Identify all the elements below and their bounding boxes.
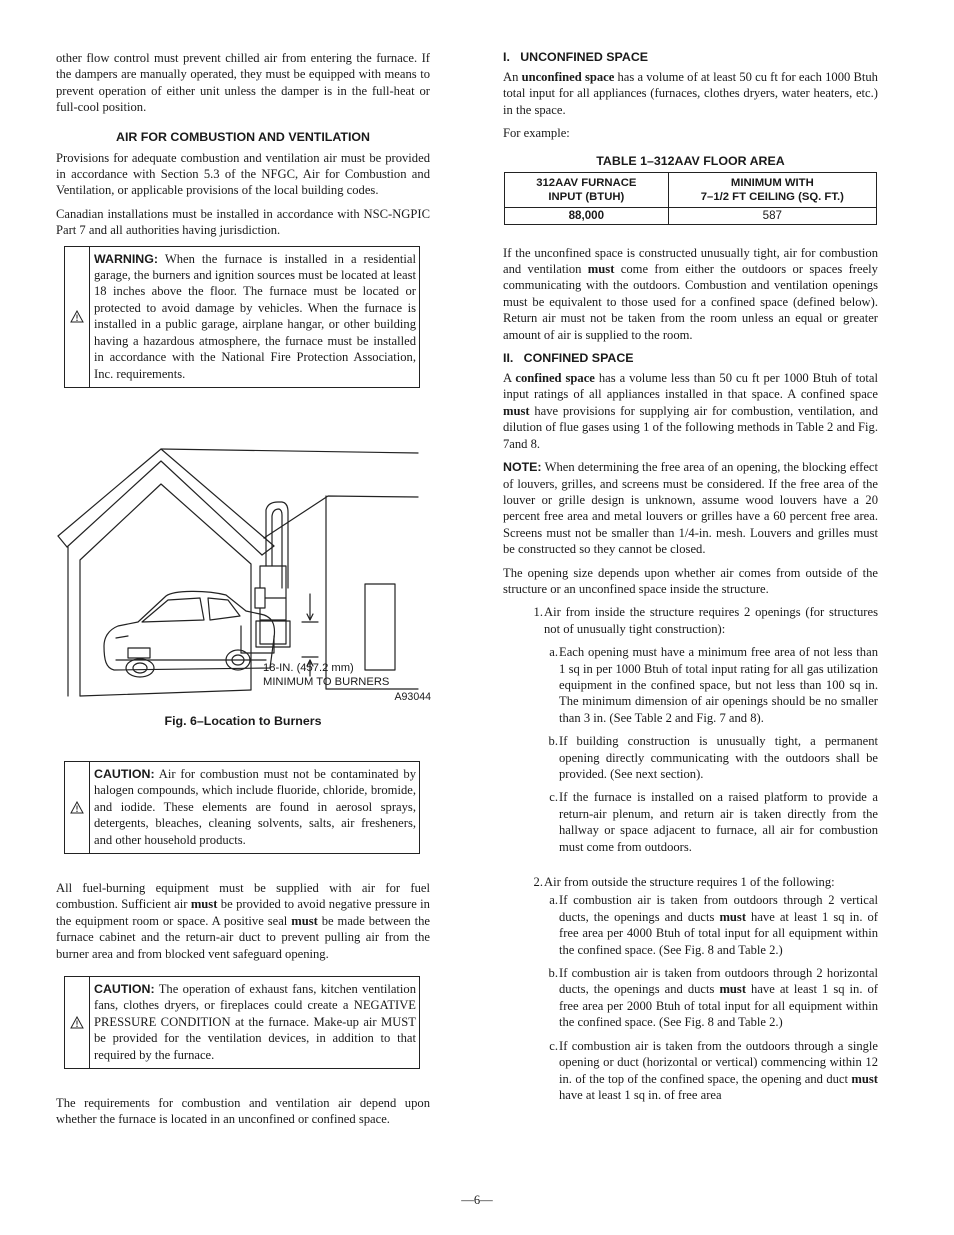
figure-id: A93044 <box>394 690 431 703</box>
list-letter: a. <box>549 645 558 660</box>
list-item-text: Air from inside the structure requires 2 openings (for structures not of unusually tight construction): <box>544 605 878 636</box>
list-item-2c <box>541 1038 878 1111</box>
caution-text: Air for combustion must not be contaminated by halogen compounds, which include fluoride, chloride, bromide, and iodide. These elements are found in aerosol sprays, detergents, bleaches, cleaning solvents, salts, air fresheners, and other household products. <box>94 766 416 847</box>
caution-box-negative-pressure <box>64 976 420 1069</box>
garage-illustration <box>56 398 430 698</box>
confined-paragraph: A confined space has a volume less than 50 cu ft per 1000 Btuh of total input ratings of all appliances installed in that space. A confined space must have provisions for supplying air for combustion, ventilation, and dilution of flue gases using 1 of the following methods in Table 2 and Fig. 7and 8. <box>503 371 878 451</box>
emphasis-must: must <box>587 262 615 277</box>
figure-caption: Fig. 6–Location to Burners <box>164 713 322 728</box>
warning-label: WARNING: <box>94 251 159 266</box>
list-item-2b <box>541 965 878 1038</box>
table-header-minimum: MINIMUM WITH 7–1/2 FT CEILING (SQ. FT.) <box>668 172 876 207</box>
tight-construction-paragraph: If the unconfined space is constructed unusually tight, air for combustion and ventilation must come from either the outdoors or spaces freely communicating with the outdoors. Combustion and ventilation openings must be equivalent to those used for a confined space (defined below). Return air must not be taken from the room unless an equal or greater amount of air is supplied to the room. <box>503 245 878 342</box>
emphasis-must: must <box>719 982 747 997</box>
list-item-text: If the furnace is installed on a raised platform to provide a return-air plenum, and return air is taken directly from the hallway or space adjacent to furnace, all air for combustion must come from outdoors. <box>559 790 878 854</box>
list-item-text: If building construction is unusually tight, a permanent opening directly communicating with the outdoors shall be provided. (See next section). <box>559 734 878 781</box>
list-item-1 <box>521 604 878 644</box>
unconfined-paragraph: An unconfined space has a volume of at least 50 cu ft for each 1000 Btuh total input for all appliances (furnaces, clothes dryers, water heaters, etc.) in the space. <box>503 70 878 117</box>
emphasis-must: must <box>851 1071 878 1086</box>
table-header-row <box>505 172 877 207</box>
term-confined-space: confined space <box>515 371 595 386</box>
warning-text: When the furnace is installed in a residential garage, the burners and ignition sources must be located at least 18 inches above the floor. The furnace must be located or protected to avoid damage by vehicles. When the furnace is installed in a public garage, airplane hangar, or other building having a hazardous atmosphere, the furnace must be installed in accordance with the National Fire Protection Association, Inc. requirements. <box>94 251 417 381</box>
emphasis-must: must <box>719 909 747 924</box>
list-item-2a <box>541 892 878 965</box>
emphasis-must: must <box>503 403 530 418</box>
list-letter: b. <box>548 734 558 749</box>
caution-label: CAUTION: <box>94 981 155 996</box>
fuel-paragraph: All fuel-burning equipment must be supplied with air for fuel combustion. Sufficient air must be provided to avoid negative pressure in the equipment room or space. A positive seal must be made between the furnace cabinet and the return-air duct to prevent pulling air from the burner area and from blocked vent safeguard opening. <box>56 880 430 961</box>
note-label: NOTE: <box>503 460 542 475</box>
warning-triangle-icon <box>65 247 90 387</box>
term-unconfined-space: unconfined space <box>521 70 615 84</box>
table-cell-area: 587 <box>668 207 876 224</box>
list-letter: c. <box>549 790 558 805</box>
list-item-1c <box>541 789 878 862</box>
list-number: 1. <box>533 605 543 620</box>
list-item-1a <box>541 644 878 733</box>
table-row <box>505 207 877 224</box>
list-number: 2. <box>533 875 543 890</box>
list-item-1b <box>541 733 878 789</box>
canadian-paragraph: Canadian installations must be installed in accordance with NSC-NGPIC Part 7 and all authorities having jurisdiction. <box>56 206 430 238</box>
list-item-text: Each opening must have a minimum free area of not less than 1 sq in per 1000 Btuh of total input rating for all gas utilization equipment in the confined space, but not less than 100 sq in. The minimum dimension of air openings should be no smaller than 3 in. (See Table 2 and Fig. 7 and 8). <box>559 645 878 725</box>
unconfined-space-heading: I. UNCONFINED SPACE <box>503 50 649 64</box>
list-letter: a. <box>549 893 558 908</box>
callout-line-2: MINIMUM TO BURNERS <box>263 675 390 688</box>
list-item-text: If combustion air is taken from outdoors through 2 vertical ducts, the openings and ducts must have at least 1 sq in. of free area per 4000 Btuh of total input for all equipment within the confined space. (See Fig. 8 and Table 2.) <box>559 893 878 957</box>
list-letter: b. <box>548 966 558 981</box>
list-item-2 <box>521 874 878 892</box>
list-item-text: Air from outside the structure requires 1 of the following: <box>544 875 835 890</box>
figure-callout <box>263 661 389 689</box>
confined-space-heading: II. CONFINED SPACE <box>503 351 634 366</box>
requirements-paragraph: The requirements for combustion and ventilation air depend upon whether the furnace is located in an unconfined or confined space. <box>56 1096 430 1127</box>
callout-line-1: 18-IN. (457.2 mm) <box>263 661 354 674</box>
emphasis-must: must <box>291 913 318 928</box>
list-letter: c. <box>549 1038 558 1053</box>
caution-text: The operation of exhaust fans, kitchen ventilation fans, clothes dryers, or fireplaces could create a NEGATIVE PRESSURE CONDITION at the furnace. Make-up air MUST be provided for the ventilation devices, in addition to that required by the furnace. <box>94 981 416 1062</box>
warning-triangle-icon <box>65 977 90 1068</box>
provisions-paragraph: Provisions for adequate combustion and ventilation air must be provided in accordance with Section 5.3 of the NFGC, Air for Combustion and Ventilation, or applicable provisions of the local building codes. <box>56 150 430 198</box>
caution-box-halogen <box>64 761 420 854</box>
note-paragraph: NOTE: When determining the free area of an opening, the blocking effect of louvers, grilles, and screens must be considered. If the free area of the louver or grille design is unknown, assume wood louvers have a 20 percent free area and metal louvers or grilles have a 60 percent free area. Screens must not be smaller than 1/4-in. mesh. Louvers and grilles must be constructed so they cannot be closed. <box>503 460 879 557</box>
right-column <box>503 50 878 1110</box>
figure-location-to-burners <box>56 398 430 728</box>
table-1-title: TABLE 1–312AAV FLOOR AREA <box>596 153 785 168</box>
intro-paragraph: other flow control must prevent chilled air from entering the furnace. If the dampers are manually operated, they must be equipped with means to prevent operation of either unit unless the damper is in the full-heat or full-cool position. <box>56 51 430 115</box>
list-item-text: If combustion air is taken from outdoors through 2 horizontal ducts, the openings and ducts must have at least 1 sq in. of free area per 2000 Btuh of total input for all equipment within the confined space. (See Fig. 8 and Table 2.) <box>559 966 878 1030</box>
warning-triangle-icon <box>65 762 90 853</box>
warning-box <box>64 246 420 388</box>
floor-area-table <box>504 172 877 225</box>
emphasis-must: must <box>190 897 218 912</box>
air-combustion-heading: AIR FOR COMBUSTION AND VENTILATION <box>116 129 370 144</box>
caution-label: CAUTION: <box>94 766 155 781</box>
list-item-text: If combustion air is taken from the outdoors through a single opening or duct (horizontal or vertical) commencing within 12 in. of the top of the confined space, the opening and duct must have at least 1 sq in. of free area <box>559 1038 878 1102</box>
example-paragraph: For example: <box>503 126 570 141</box>
opening-size-paragraph: The opening size depends upon whether air comes from outside of the structure or an unconfined space inside the structure. <box>503 565 878 596</box>
table-cell-input: 88,000 <box>505 207 669 224</box>
page-number: —6— <box>461 1193 493 1207</box>
left-column <box>56 50 430 1135</box>
table-header-furnace-input: 312AAV FURNACE INPUT (BTUH) <box>505 172 669 207</box>
